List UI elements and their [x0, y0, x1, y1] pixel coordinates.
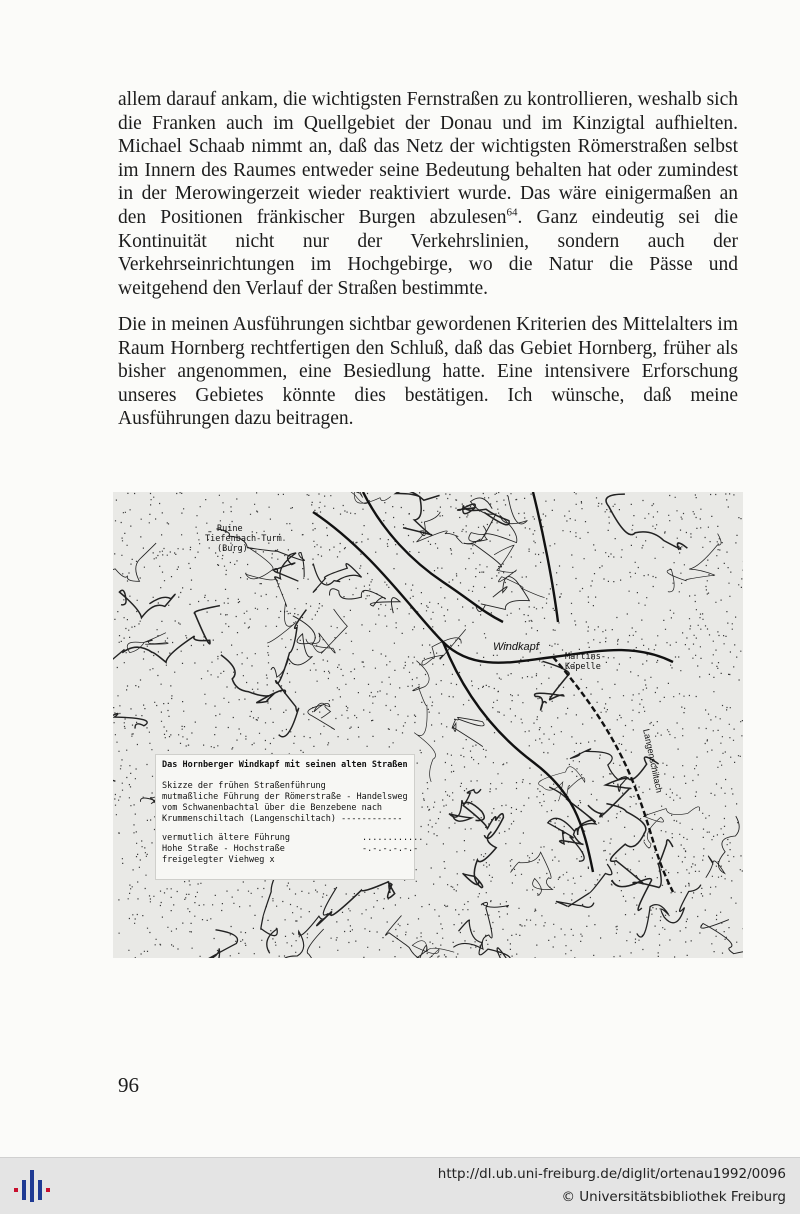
- map-contour-line: [643, 807, 699, 848]
- map-contour-line: [556, 864, 612, 907]
- map-contour-line: [463, 802, 503, 838]
- paragraph-1-text-after: . Ganz eindeutig sei die Kontinuität nicht nur der Verkehrslinien, sondern auch der Verkehrseinrichtungen im Hochgebirge, wo die Natur die Pässe und weitgehend den Verlauf der Straßen bestimmte.: [118, 206, 738, 299]
- map-contour-line: [701, 920, 743, 958]
- map-label-tiefenbach: Tiefenbach-Turm: [205, 534, 282, 544]
- map-contour-line: [570, 749, 626, 791]
- map-contour-line: [349, 492, 391, 504]
- document-url-link[interactable]: http://dl.ub.uni-freiburg.de/diglit/ortenau1992/0096: [437, 1166, 786, 1182]
- map-contour-line: [113, 543, 156, 592]
- map-contour-line: [413, 661, 436, 782]
- map-label-langenschiltach: Langenschiltach: [641, 728, 665, 794]
- viewer-footer: [0, 1157, 800, 1214]
- legend-line-5: vermutlich ältere Führung: [162, 833, 290, 843]
- map-label-martins: Martins-: [565, 652, 606, 662]
- map-contour-line: [706, 816, 739, 878]
- map-contour-line: [308, 703, 335, 729]
- copyright-text: © Universitätsbibliothek Freiburg: [561, 1189, 786, 1205]
- legend-line-7: freigelegter Viehweg x: [162, 855, 275, 865]
- map-contour-line: [458, 504, 510, 525]
- map-contour-line: [385, 916, 428, 959]
- map-contour-line: [452, 717, 484, 746]
- map-contour-line: [535, 661, 570, 710]
- paragraph-1-text: allem darauf ankam, die wichtigsten Fernstraßen zu kontrollieren, weshalb sich die Franken auch im Quellgebiet der Donau und im Kinzigtal aufhielten. Michael Schaab nimmt an, daß das Netz der wichtigsten Römerstraßen selbst im Innern des Raumes entweder seine Bedeutung behalten hat oder zumindest in der Merowingerzeit wieder reaktiviert wurde. Das wäre einigermaßen an den Positionen fränkischer Burgen abzulesen: [118, 89, 738, 228]
- map-contour-line: [396, 492, 440, 535]
- legend-dotted-symbol: ............: [362, 833, 424, 843]
- map-label-burg: (Burg): [217, 544, 248, 554]
- map-road: [533, 492, 558, 622]
- legend-line-4: Krummenschiltach (Langenschiltach) ------------: [162, 814, 403, 824]
- map-contour-line: [306, 609, 347, 653]
- map-drawing: [113, 492, 743, 958]
- legend-line-6: Hohe Straße - Hochstraße: [162, 844, 285, 854]
- map-label-windkapf: Windkapf: [493, 641, 539, 653]
- map-contour-line: [221, 655, 286, 703]
- footnote-ref-64[interactable]: 64: [506, 206, 518, 219]
- historic-map-figure: [113, 492, 743, 958]
- map-contour-line: [463, 832, 497, 888]
- map-contour-line: [330, 589, 401, 613]
- page-number: 96: [118, 1073, 139, 1097]
- map-label-kapelle: Kapelle: [565, 662, 601, 672]
- map-contour-line: [119, 590, 175, 617]
- body-paragraph-1: [118, 88, 738, 300]
- map-contour-line: [113, 777, 115, 863]
- map-contour-line: [667, 534, 721, 592]
- map-contour-line: [459, 920, 515, 958]
- map-contour-line: [469, 496, 528, 543]
- map-contour-line: [476, 577, 530, 612]
- map-contour-line: [633, 840, 673, 911]
- legend-line-2: mutmaßliche Führung der Römerstraße - Handelsweg: [162, 792, 408, 802]
- body-paragraph-2: Die in meinen Ausführungen sichtbar gewordenen Kriterien des Mittelalters im Raum Hornberg rechtfertigen den Schluß, daß das Gebiet Hornberg, früher als bisher angenommen, eine Besiedlung hatte. Eine intensivere Erforschung unseres Gebietes könnte dies bestätigen. Ich wünsche, daß meine Ausführungen dazu beitragen.: [118, 314, 738, 430]
- map-contour-line: [637, 885, 701, 937]
- map-contour-line: [122, 606, 220, 663]
- map-contour-line: [317, 882, 395, 926]
- map-legend: [155, 754, 424, 880]
- map-contour-line: [301, 929, 333, 958]
- map-contour-line: [206, 930, 237, 958]
- legend-line-3: vom Schwanenbachtal über die Benzebene nach: [162, 803, 383, 813]
- legend-title: Das Hornberger Windkapf mit seinen alten Straßen: [162, 760, 408, 770]
- map-label-ruine: Ruine: [217, 524, 243, 534]
- legend-line-1: Skizze der frühen Straßenführung: [162, 781, 326, 791]
- map-contour-line: [276, 610, 307, 737]
- map-contour-line: [313, 564, 361, 593]
- legend-dashdot-symbol: -.-.-.-.-.-: [362, 844, 419, 854]
- map-contour-line: [606, 494, 687, 549]
- map-contour-line: [113, 649, 147, 729]
- ub-freiburg-logo-icon: [12, 1166, 52, 1206]
- map-contour-line: [284, 887, 337, 958]
- map-contour-line: [273, 553, 299, 582]
- map-forest-dots: [113, 492, 743, 958]
